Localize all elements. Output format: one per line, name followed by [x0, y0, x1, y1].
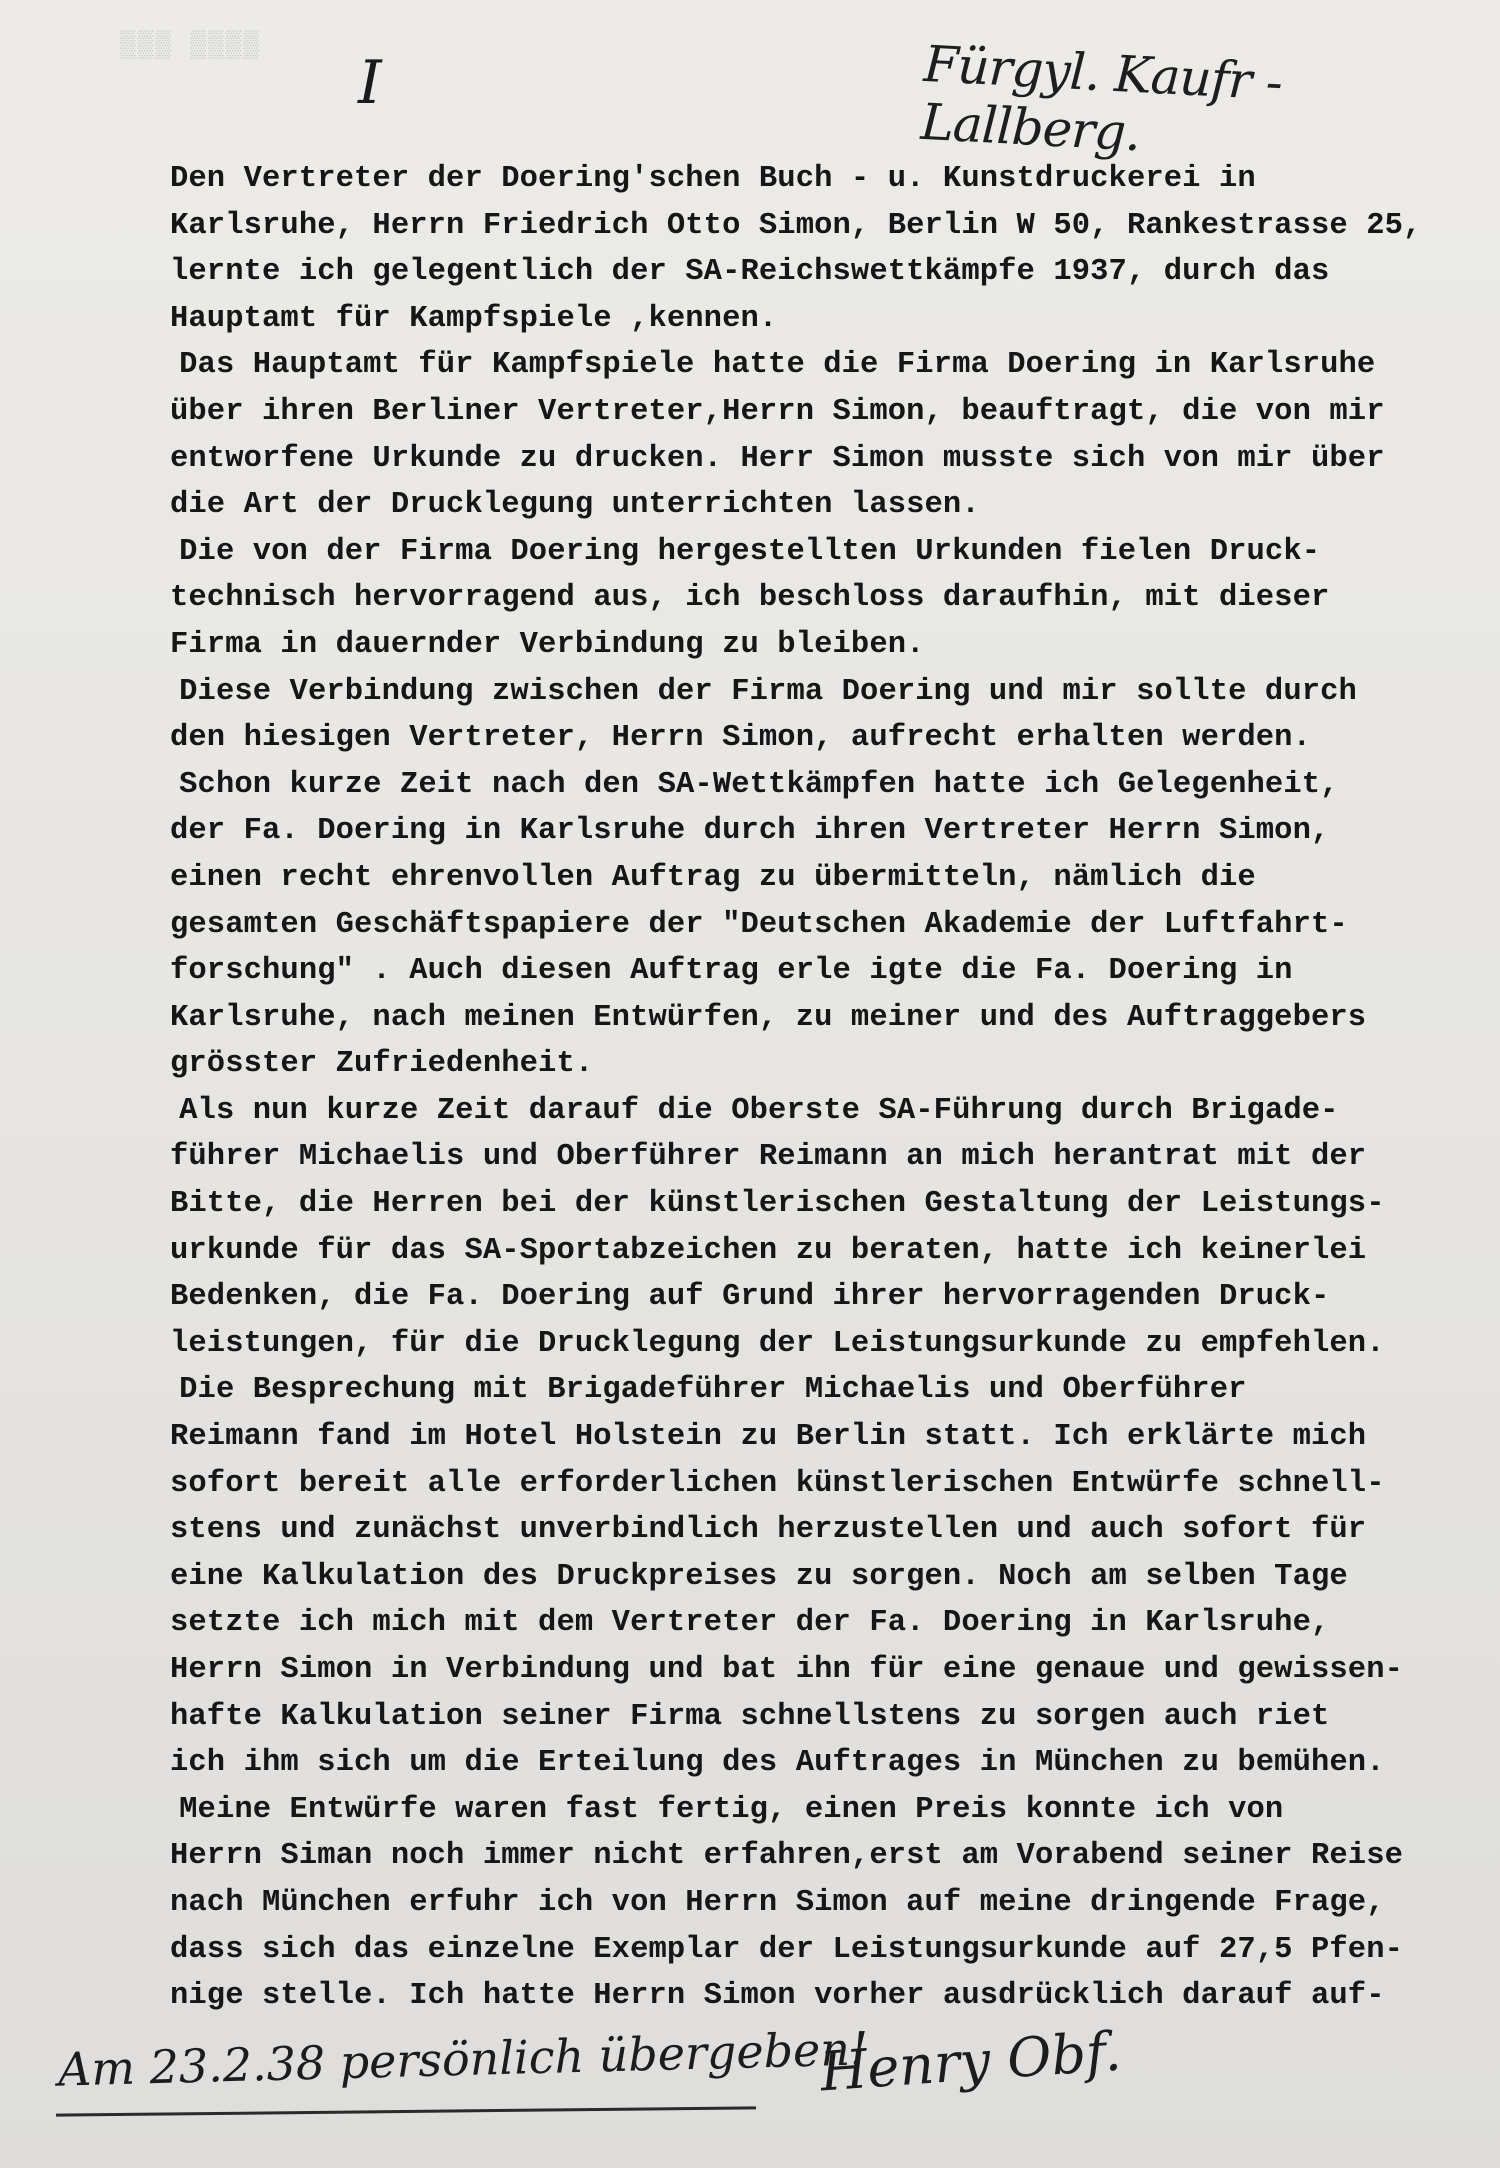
handwritten-underline — [56, 2106, 756, 2116]
text-line: Reimann fand im Hotel Holstein zu Berlin statt. Ich erklärte mich — [170, 1420, 1367, 1455]
text-line: Hauptamt für Kampfspiele ,kennen. — [170, 301, 778, 336]
page-numeral: I — [358, 48, 382, 118]
paragraph — [170, 762, 1470, 1088]
text-line: Firma in dauernder Verbindung zu bleiben. — [170, 627, 925, 662]
text-line: Bedenken, die Fa. Doering auf Grund ihrer hervorragenden Druck- — [170, 1280, 1330, 1315]
text-line: forschung" . Auch diesen Auftrag erle igte die Fa. Doering in — [170, 954, 1293, 989]
paragraph — [170, 1088, 1470, 1368]
text-line: Schon kurze Zeit nach den SA-Wettkämpfen hatte ich Gelegenheit, — [179, 767, 1339, 802]
text-line: eine Kalkulation des Druckpreises zu sorgen. Noch am selben Tage — [170, 1559, 1348, 1594]
text-line: über ihren Berliner Vertreter,Herrn Simon, beauftragt, die von mir — [170, 394, 1385, 429]
text-line: dass sich das einzelne Exemplar der Leistungsurkunde auf 27,5 Pfen- — [170, 1932, 1403, 1967]
text-line: lernte ich gelegentlich der SA-Reichswettkämpfe 1937, durch das — [170, 255, 1330, 290]
text-line: grösster Zufriedenheit. — [170, 1047, 594, 1082]
text-line: leistungen, für die Drucklegung der Leistungsurkunde zu empfehlen. — [170, 1326, 1385, 1361]
text-line: nige stelle. Ich hatte Herrn Simon vorher ausdrücklich darauf auf- — [170, 1979, 1385, 2014]
paragraph — [170, 669, 1470, 762]
handwritten-footer-note: Am 23.2.38 persönlich übergeben! — [57, 2021, 869, 2097]
text-line: Herrn Simon in Verbindung und bat ihn für eine genaue und gewissen- — [170, 1653, 1403, 1687]
paragraph — [170, 529, 1470, 669]
text-line: entworfene Urkunde zu drucken. Herr Simon musste sich von mir über — [170, 441, 1385, 476]
text-line: Das Hauptamt für Kampfspiele hatte die Firma Doering in Karlsruhe — [179, 348, 1376, 383]
paragraph — [170, 1367, 1470, 1786]
text-line: Meine Entwürfe waren fast fertig, einen Preis konnte ich von — [179, 1792, 1284, 1827]
text-line: Diese Verbindung zwischen der Firma Doering und mir sollte durch — [179, 674, 1357, 709]
text-line: Die von der Firma Doering hergestellten Urkunden fielen Druck- — [179, 534, 1321, 569]
text-line: Karlsruhe, Herrn Friedrich Otto Simon, Berlin W 50, Rankestrasse 25, — [170, 208, 1422, 243]
handwritten-header-note: Fürgyl. Kaufr - Lallberg. — [919, 34, 1284, 163]
paragraph — [170, 342, 1470, 528]
text-line: hafte Kalkulation seiner Firma schnellstens zu sorgen auch riet — [170, 1699, 1330, 1734]
text-line: Den Vertreter der Doering'schen Buch - u. Kunstdruckerei in — [170, 162, 1256, 196]
handwritten-signature: Henry Obf. — [818, 2019, 1124, 2104]
text-line: Als nun kurze Zeit darauf die Oberste SA-Führung durch Brigade- — [179, 1093, 1339, 1128]
text-line: urkunde für das SA-Sportabzeichen zu beraten, hatte ich keinerlei — [170, 1233, 1367, 1268]
text-line: sofort bereit alle erforderlichen künstlerischen Entwürfe schnell- — [170, 1466, 1385, 1501]
text-line: einen recht ehrenvollen Auftrag zu übermitteln, nämlich die — [170, 860, 1256, 895]
text-line: die Art der Drucklegung unterrichten lassen. — [170, 488, 980, 523]
text-line: Herrn Siman noch immer nicht erfahren,erst am Vorabend seiner Reise — [170, 1839, 1403, 1874]
letter-body — [170, 156, 1470, 2020]
paragraph — [170, 156, 1470, 342]
text-line: der Fa. Doering in Karlsruhe durch ihren Vertreter Herrn Simon, — [170, 814, 1330, 849]
text-line: nach München erfuhr ich von Herrn Simon auf meine dringende Frage, — [170, 1885, 1385, 1920]
text-line: setzte ich mich mit dem Vertreter der Fa. Doering in Karlsruhe, — [170, 1606, 1330, 1641]
text-line: Bitte, die Herren bei der künstlerischen Gestaltung der Leistungs- — [170, 1187, 1385, 1222]
text-line: technisch hervorragend aus, ich beschloss daraufhin, mit dieser — [170, 581, 1330, 616]
text-line: Karlsruhe, nach meinen Entwürfen, zu meiner und des Auftraggebers — [170, 1000, 1367, 1035]
text-line: den hiesigen Vertreter, Herrn Simon, aufrecht erhalten werden. — [170, 721, 1311, 756]
text-line: ich ihm sich um die Erteilung des Auftrages in München zu bemühen. — [170, 1746, 1385, 1781]
text-line: gesamten Geschäftspapiere der "Deutschen Akademie der Luftfahrt- — [170, 907, 1348, 942]
text-line: Die Besprechung mit Brigadeführer Michaelis und Oberführer — [179, 1373, 1247, 1408]
text-line: stens und zunächst unverbindlich herzustellen und auch sofort für — [170, 1513, 1367, 1548]
paragraph — [170, 1787, 1470, 2020]
text-line: führer Michaelis und Oberführer Reimann an mich herantrat mit der — [170, 1140, 1367, 1175]
faint-stamp-mark: ▒▒▒ ▒▒▒▒ — [120, 30, 261, 60]
